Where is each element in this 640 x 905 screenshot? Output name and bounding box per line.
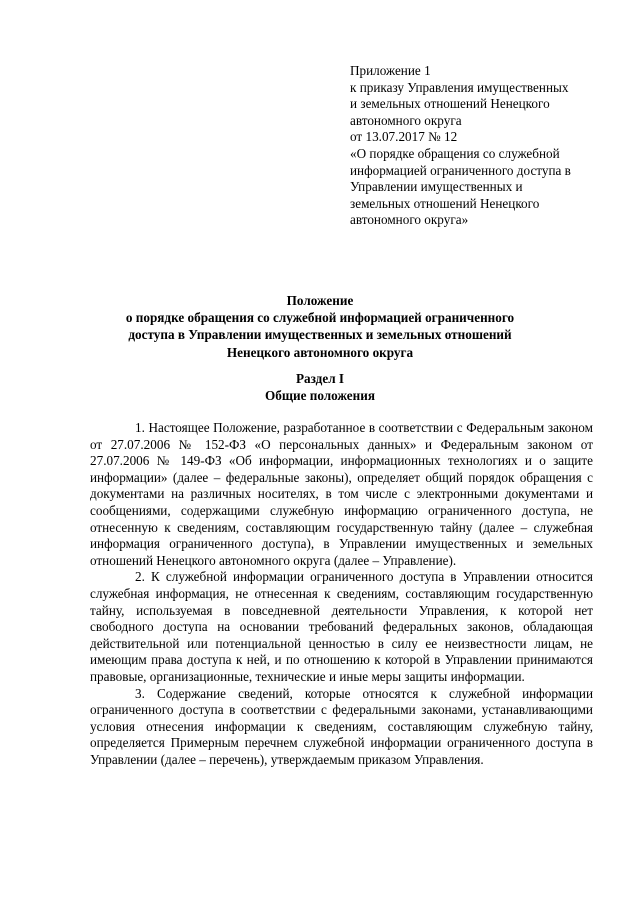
section-number: Раздел I	[295, 371, 345, 386]
attachment-header	[350, 63, 600, 229]
attachment-line: «О порядке обращения со служебной	[350, 145, 560, 161]
title-line: о порядке обращения со служебной информацией ограниченного	[125, 310, 515, 326]
document-body	[90, 420, 593, 768]
attachment-line: автономного округа»	[350, 212, 469, 228]
attachment-line: Управлении имущественных и	[350, 179, 523, 195]
paragraph-2: 2. К служебной информации ограниченного доступа в Управлении относится служебная информация, не отнесенная к сведениям, составляющим государственную тайну, используемая в повседневной деятельности Управления, к которой нет свободного доступа на основании требований федеральных законов, обладающая действительной или потенциальной ценностью в силу ее неизвестности лицам, не имеющим права доступа к ней, и по отношению к которой в Управлении принимаются правовые, организационные, технические и иные меры защиты информации.	[90, 569, 593, 684]
attachment-line: к приказу Управления имущественных	[350, 79, 569, 95]
attachment-line: и земельных отношений Ненецкого	[350, 96, 550, 112]
title-line: Ненецкого автономного округа	[226, 344, 414, 360]
document-title	[90, 292, 550, 361]
section-heading	[90, 371, 550, 405]
title-line: доступа в Управлении имущественных и земельных отношений	[128, 327, 512, 343]
title-heading: Положение	[286, 293, 354, 308]
attachment-line: автономного округа	[350, 112, 462, 128]
attachment-line: информацией ограниченного доступа в	[350, 162, 571, 178]
section-name: Общие положения	[265, 387, 375, 403]
attachment-line: земельных отношений Ненецкого	[350, 195, 540, 211]
attachment-line: от 13.07.2017 № 12	[350, 129, 458, 145]
attachment-line: Приложение 1	[350, 63, 431, 78]
paragraph-1: 1. Настоящее Положение, разработанное в соответствии с Федеральным законом от 27.07.2006 № 152-ФЗ «О персональных данных» и Федеральным законом от 27.07.2006 № 149-ФЗ «Об информации, информационных технологиях и о защите информации» (далее – федеральные законы), определяет общий порядок обращения с документами на различных носителях, в том числе с электронными документами и сообщениями, содержащими служебную информацию ограниченного доступа, не отнесенную к сведениям, составляющим государственную тайну (далее – служебная информация ограниченного доступа), в Управлении имущественных и земельных отношений Ненецкого автономного округа (далее – Управление).	[90, 420, 593, 568]
paragraph-3: 3. Содержание сведений, которые относятся к служебной информации ограниченного доступа в соответствии с федеральными законами, устанавливающими условия отнесения информации к сведениям, составляющим служебную тайну, определяется Примерным перечнем служебной информации ограниченного доступа в Управлении (далее – перечень), утверждаемым приказом Управления.	[90, 685, 593, 767]
